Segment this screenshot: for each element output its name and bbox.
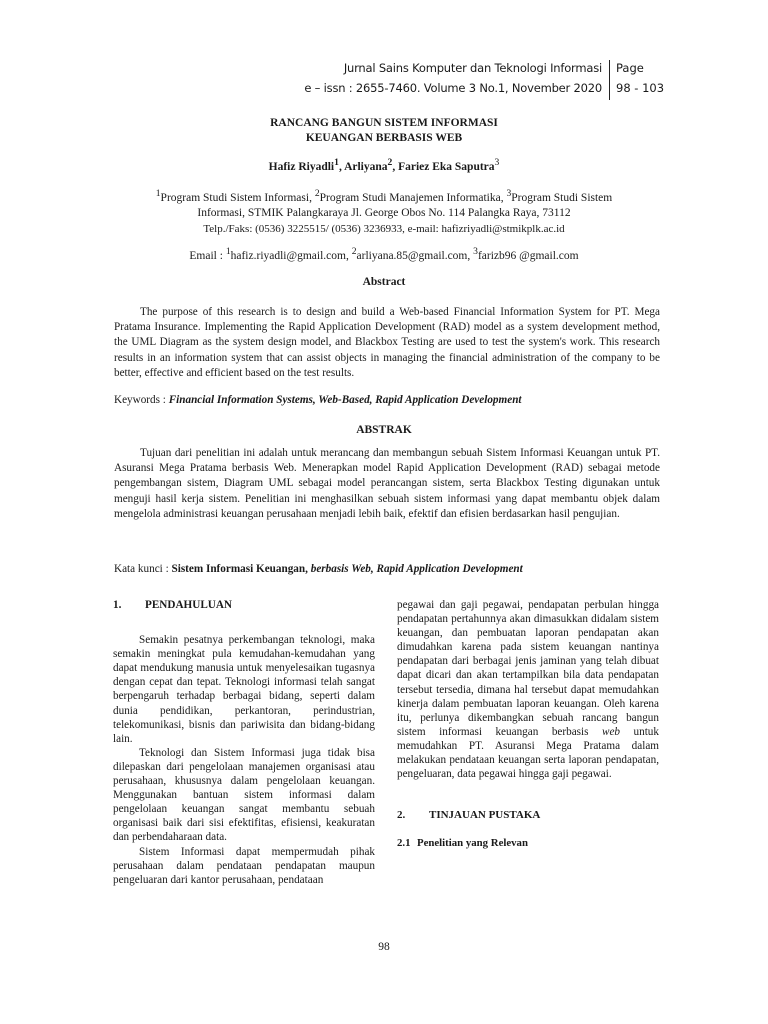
- author-2-sup: 2: [387, 157, 393, 168]
- paragraph-4: [397, 598, 659, 781]
- affil-text-2: Program Studi Manajemen Informatika,: [319, 191, 507, 204]
- subsection-2-1-number: 2.1: [397, 837, 411, 850]
- page-info: [616, 58, 664, 98]
- affiliation-line1: [0, 186, 768, 206]
- paper-title-line2: KEUANGAN BERBASIS WEB: [305, 132, 463, 144]
- page-label: Page: [616, 61, 644, 75]
- affiliation-line3: Telp./Faks: (0536) 3225515/ (0536) 3236933, e-mail: hafizriyadli@stmikplk.ac.id: [203, 222, 565, 235]
- page-number: 98: [378, 941, 390, 953]
- keywords-text: Financial Information Systems, Web-Based, Rapid Application Development: [168, 394, 522, 406]
- keywords: [114, 394, 674, 406]
- subsection-2-1-title: Penelitian yang Relevan: [417, 837, 528, 850]
- section-1-title: PENDAHULUAN: [145, 599, 233, 611]
- section-2-heading: [397, 808, 659, 822]
- journal-issn-volume: e – issn : 2655-7460. Volume 3 No.1, November 2020: [304, 81, 602, 95]
- affil-sup-1: 1: [155, 188, 161, 199]
- header-divider: [609, 60, 610, 100]
- abstrak-heading: ABSTRAK: [356, 424, 412, 436]
- paragraph-4-text-b: untuk memudahkan PT. Asuransi Mega Pratama dalam melakukan pendataan keuangan serta laporan pendapatan, pengeluaran, data pegawai hingga gaji pegawai.: [397, 725, 659, 781]
- journal-name: Jurnal Sains Komputer dan Teknologi Informasi: [343, 61, 602, 75]
- affil-text-1: Program Studi Sistem Informasi,: [160, 191, 315, 204]
- section-1-number: 1.: [113, 599, 122, 611]
- affiliations: [0, 186, 768, 237]
- keywords-label: Keywords :: [114, 394, 169, 406]
- paragraph-4-text-a: pegawai dan gaji pegawai, pendapatan perbulan hingga pendapatan pertahunnya akan dimasukkan didalam sistem keuangan, dan pembuatan laporan pendapatan akan dimudahkan karena pada sistem keuangan nantinya pendapatan dari berbagai jenis jaminan yang telah dibuat dapat dicari dan akan tertampilkan bila data pendapatan tersebut tersedia, dimana hal tersebut dapat memudahkan kinerja dalam pembuatan laporan keuangan. Oleh karena itu, perlunya dikembangkan sebuah rancang bangun sistem informasi keuangan berbasis: [397, 599, 659, 738]
- email-2: arliyana.85@gmail.com,: [356, 249, 474, 262]
- affil-sup-2: 2: [314, 188, 320, 199]
- author-list: [0, 157, 768, 173]
- journal-header: [300, 58, 680, 102]
- left-column: [113, 598, 375, 887]
- kata-kunci-bold: Sistem Informasi Keuangan,: [171, 563, 311, 575]
- affil-text-3: Program Studi Sistem: [511, 191, 613, 204]
- paragraph-3: Sistem Informasi dapat mempermudah pihak perusahaan dalam pendataan pendapatan maupun pengeluaran dari kantor perusahaan, pendataan: [113, 845, 375, 886]
- author-2: Arliyana: [344, 160, 388, 173]
- email-sup-1: 1: [225, 246, 231, 257]
- page-range: 98 - 103: [616, 81, 665, 95]
- email-sup-2: 2: [351, 246, 357, 257]
- email-line: [0, 246, 768, 262]
- journal-info: [304, 58, 602, 98]
- paragraph-4-web: web: [601, 725, 621, 738]
- email-label: Email :: [189, 249, 226, 262]
- author-3-sup: 3: [494, 157, 500, 168]
- paragraph-2: Teknologi dan Sistem Informasi juga tidak bisa dilepaskan dari pengelolaan manajemen organisasi atau perusahaan, khususnya dalam pengelolaan keuangan. Menggunakan bantuan sistem informasi dalam pengelolaan keuangan sangat membantu sebuah organisasi baik dari sisi efektifitas, efisiensi, keakuratan dan perbendaharaan data.: [113, 746, 375, 844]
- email-1: hafiz.riyadli@gmail.com,: [230, 249, 352, 262]
- email-3: farizb96 @gmail.com: [477, 249, 579, 262]
- paper-title-line1: RANCANG BANGUN SISTEM INFORMASI: [270, 117, 498, 129]
- section-1-heading: [113, 598, 375, 612]
- email-sup-3: 3: [473, 246, 478, 257]
- kata-kunci-italic: berbasis Web, Rapid Application Development: [310, 563, 523, 575]
- right-column: [397, 598, 659, 850]
- author-sep: ,: [338, 160, 345, 173]
- kata-kunci: [114, 563, 674, 575]
- abstract-body: The purpose of this research is to design and build a Web-based Financial Information System for PT. Mega Pratama Insurance. Implementing the Rapid Application Development (RAD) model as a system development method, the UML Diagram as the system design model, and Blackbox Testing are used to test the system's work. This research results in an information system that can assist objects in managing the financial administration of the company to be better, effective and efficient based on the test results.: [114, 306, 660, 379]
- author-3: Fariez Eka Saputra: [398, 160, 495, 173]
- paper-title: [0, 116, 768, 146]
- affil-sup-3: 3: [506, 188, 512, 199]
- subsection-2-1-heading: [397, 836, 659, 850]
- kata-kunci-label: Kata kunci :: [114, 563, 172, 575]
- abstract-heading: Abstract: [362, 276, 406, 288]
- section-2-title: TINJAUAN PUSTAKA: [429, 809, 541, 822]
- author-sep: ,: [392, 160, 399, 173]
- abstrak-body: Tujuan dari penelitian ini adalah untuk merancang dan membangun sebuah Sistem Informasi Keuangan untuk PT. Asuransi Mega Pratama berbasis Web. Menerapkan model Rapid Application Development (RAD) sebagai metode pengembangan sistem, Diagram UML sebagai model perancangan sistem, serta Blackbox Testing digunakan untuk menguji hasil kerja sistem. Penelitian ini menghasilkan sebuah sistem informasi yang dapat membantu objek dalam mengelola administrasi keuangan perusahaan menjadi lebih baik, efektif dan efisien berdasarkan hasil pengujian.: [114, 447, 660, 520]
- paragraph-1: Semakin pesatnya perkembangan teknologi, maka semakin meningkat pula kemudahan-kemudahan yang dapat mendukung manusia untuk menyelesaikan tugasnya dengan cepat dan tepat. Teknologi informasi telah sangat berpengaruh terhadap berbagai bidang, seperti dalam dunia pendidikan, perkantoran, perindustrian, telekomunikasi, bisnis dan pariwisita dan bidang-bidang lain.: [113, 634, 375, 745]
- author-1-sup: 1: [334, 157, 339, 168]
- author-1: Hafiz Riyadli: [268, 160, 335, 173]
- section-2-number: 2.: [397, 809, 406, 822]
- affiliation-line2: Informasi, STMIK Palangkaraya Jl. George Obos No. 114 Palangka Raya, 73112: [197, 207, 571, 220]
